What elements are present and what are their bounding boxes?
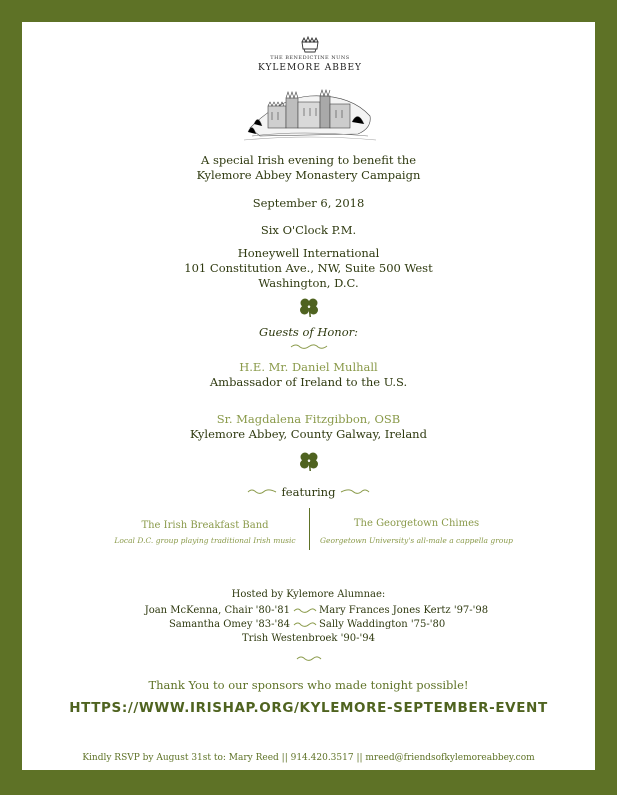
band-divider bbox=[309, 508, 310, 550]
flourish-right bbox=[340, 488, 370, 495]
shamrock-icon bbox=[298, 450, 320, 472]
guest2-title: Kylemore Abbey, County Galway, Ireland bbox=[190, 427, 427, 441]
event-url-link[interactable]: HTTPS://WWW.IRISHAP.ORG/KYLEMORE-SEPTEMBER-EVENT bbox=[69, 700, 548, 716]
guest1-title: Ambassador of Ireland to the U.S. bbox=[209, 375, 408, 389]
event-date: September 6, 2018 bbox=[252, 196, 365, 210]
rsvp-line: Kindly RSVP by August 31st to: Mary Reed || 914.420.3517 || mreed@friendsofkylemoreabbey.com bbox=[82, 753, 535, 763]
flourish-divider bbox=[293, 621, 317, 628]
host-3: Samantha Omey '83-'84 bbox=[168, 619, 290, 630]
event-time: Six O'Clock P.M. bbox=[260, 223, 357, 237]
band1-desc: Local D.C. group playing traditional Irish music bbox=[114, 536, 296, 545]
event-venue: Honeywell International bbox=[237, 246, 380, 260]
hosts-heading: Hosted by Kylemore Alumnae: bbox=[231, 589, 386, 600]
honor-heading: Guests of Honor: bbox=[259, 325, 358, 339]
sponsor-thanks: Thank You to our sponsors who made tonight possible! bbox=[148, 678, 469, 692]
band2-name: The Georgetown Chimes bbox=[353, 518, 480, 529]
flourish-divider bbox=[290, 343, 328, 350]
host-2: Mary Frances Jones Kertz '97-'98 bbox=[319, 605, 489, 616]
flourish-divider bbox=[296, 655, 322, 662]
shamrock-icon bbox=[298, 296, 320, 318]
crown-icon bbox=[240, 36, 380, 144]
abbey-logo bbox=[240, 36, 380, 144]
guest1-name: H.E. Mr. Daniel Mulhall bbox=[239, 360, 378, 374]
intro-line-1: A special Irish evening to benefit the bbox=[201, 153, 416, 167]
logo-small-text: THE BENEDICTINE NUNS bbox=[270, 55, 350, 61]
host-5: Trish Westenbroek '90-'94 bbox=[242, 633, 375, 644]
band1-name: The Irish Breakfast Band bbox=[141, 520, 269, 531]
event-address: 101 Constitution Ave., NW, Suite 500 West bbox=[184, 261, 433, 275]
host-1: Joan McKenna, Chair '80-'81 bbox=[144, 605, 290, 616]
host-4: Sally Waddington '75-'80 bbox=[319, 619, 446, 630]
logo-name: KYLEMORE ABBEY bbox=[257, 63, 362, 73]
featuring-label: featuring bbox=[281, 485, 336, 499]
guest2-name: Sr. Magdalena Fitzgibbon, OSB bbox=[216, 412, 401, 426]
event-city: Washington, D.C. bbox=[258, 276, 359, 290]
flourish-divider bbox=[293, 607, 317, 614]
host-row-1 bbox=[22, 605, 595, 617]
invitation-card bbox=[22, 22, 595, 770]
intro-line-2: Kylemore Abbey Monastery Campaign bbox=[196, 168, 421, 182]
host-row-2 bbox=[22, 619, 595, 631]
band2-desc: Georgetown University's all-male a cappella group bbox=[320, 536, 513, 545]
